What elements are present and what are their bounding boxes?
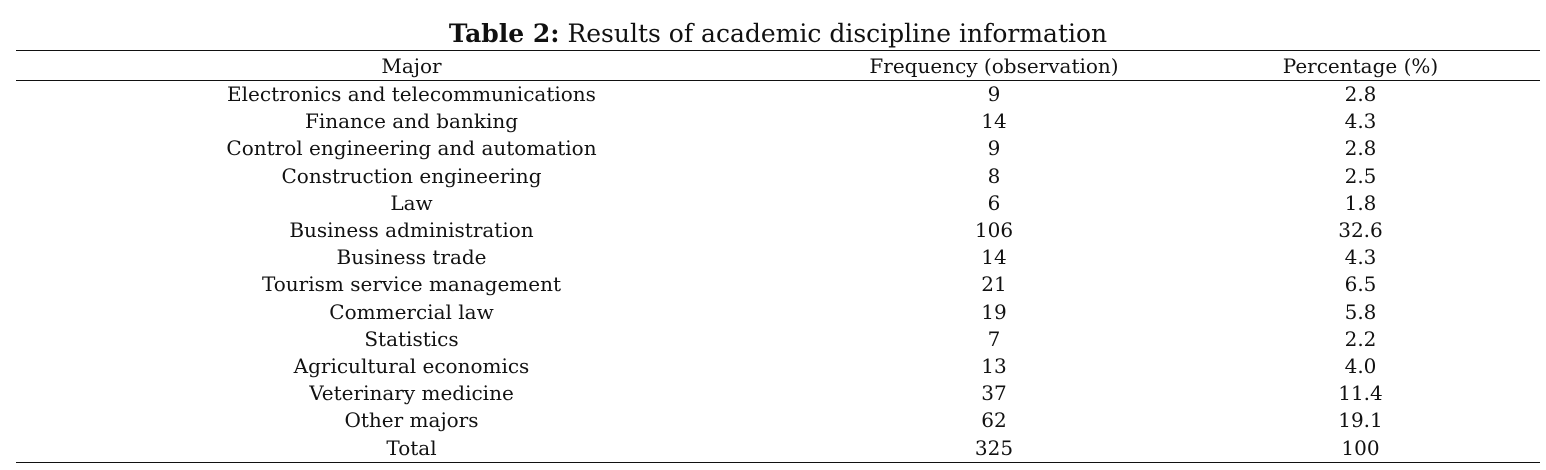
cell-major: Commercial law — [329, 299, 494, 324]
cell-percentage: 4.3 — [1344, 245, 1377, 270]
cell-frequency: 9 — [987, 136, 1001, 161]
cell-frequency: 37 — [981, 381, 1007, 406]
cell-frequency: 21 — [981, 272, 1007, 297]
cell-percentage: 2.5 — [1344, 163, 1377, 188]
table-top-rule — [16, 50, 1540, 51]
cell-major: Statistics — [364, 326, 459, 351]
cell-frequency: 7 — [987, 326, 1001, 351]
column-header-major: Major — [381, 54, 442, 78]
table-row — [16, 326, 1540, 353]
cell-major: Business trade — [336, 245, 487, 270]
cell-major: Agricultural economics — [293, 354, 530, 379]
cell-percentage: 11.4 — [1338, 381, 1383, 406]
table-caption-text: Results of academic discipline information — [567, 19, 1108, 48]
table-row — [16, 135, 1540, 162]
table-row — [16, 407, 1540, 434]
cell-frequency: 6 — [987, 190, 1001, 215]
table-row — [16, 244, 1540, 271]
table-row — [16, 81, 1540, 108]
cell-percentage: 4.3 — [1344, 109, 1377, 134]
cell-frequency: 8 — [987, 163, 1001, 188]
cell-frequency: 14 — [981, 245, 1007, 270]
table-total-row — [16, 435, 1540, 462]
cell-major: Total — [386, 435, 437, 460]
cell-percentage: 4.0 — [1344, 354, 1377, 379]
table-row — [16, 353, 1540, 380]
table-caption — [0, 18, 1546, 50]
cell-percentage: 2.2 — [1344, 326, 1377, 351]
cell-percentage: 32.6 — [1338, 218, 1383, 243]
cell-frequency: 106 — [974, 218, 1014, 243]
table-header-row — [16, 52, 1540, 81]
cell-major: Other majors — [344, 408, 479, 433]
cell-major: Tourism service management — [261, 272, 562, 297]
cell-percentage: 2.8 — [1344, 136, 1377, 161]
table-bottom-rule — [16, 462, 1540, 463]
column-header-percentage: Percentage (%) — [1282, 54, 1439, 78]
cell-percentage: 1.8 — [1344, 190, 1377, 215]
table-row — [16, 108, 1540, 135]
cell-major: Electronics and telecommunications — [227, 82, 596, 106]
table-row — [16, 163, 1540, 190]
cell-frequency: 13 — [981, 354, 1007, 379]
table-row — [16, 271, 1540, 298]
cell-frequency: 9 — [987, 82, 1001, 106]
cell-major: Veterinary medicine — [309, 381, 514, 406]
cell-percentage: 2.8 — [1344, 82, 1377, 106]
cell-percentage: 100 — [1341, 435, 1380, 460]
table-row — [16, 380, 1540, 407]
cell-frequency: 14 — [981, 109, 1007, 134]
cell-frequency: 325 — [974, 435, 1014, 460]
cell-major: Business administration — [289, 218, 534, 243]
table-caption-label: Table 2: — [448, 19, 560, 48]
column-header-frequency: Frequency (observation) — [869, 54, 1119, 78]
cell-frequency: 19 — [981, 299, 1007, 324]
cell-percentage: 5.8 — [1344, 299, 1377, 324]
academic-discipline-table — [16, 52, 1540, 462]
table-row — [16, 217, 1540, 244]
table-row — [16, 190, 1540, 217]
cell-percentage: 19.1 — [1338, 408, 1383, 433]
cell-major: Law — [390, 190, 433, 215]
cell-percentage: 6.5 — [1344, 272, 1377, 297]
cell-major: Control engineering and automation — [226, 136, 597, 161]
cell-major: Construction engineering — [281, 163, 542, 188]
table-row — [16, 299, 1540, 326]
cell-frequency: 62 — [981, 408, 1007, 433]
cell-major: Finance and banking — [304, 109, 519, 134]
